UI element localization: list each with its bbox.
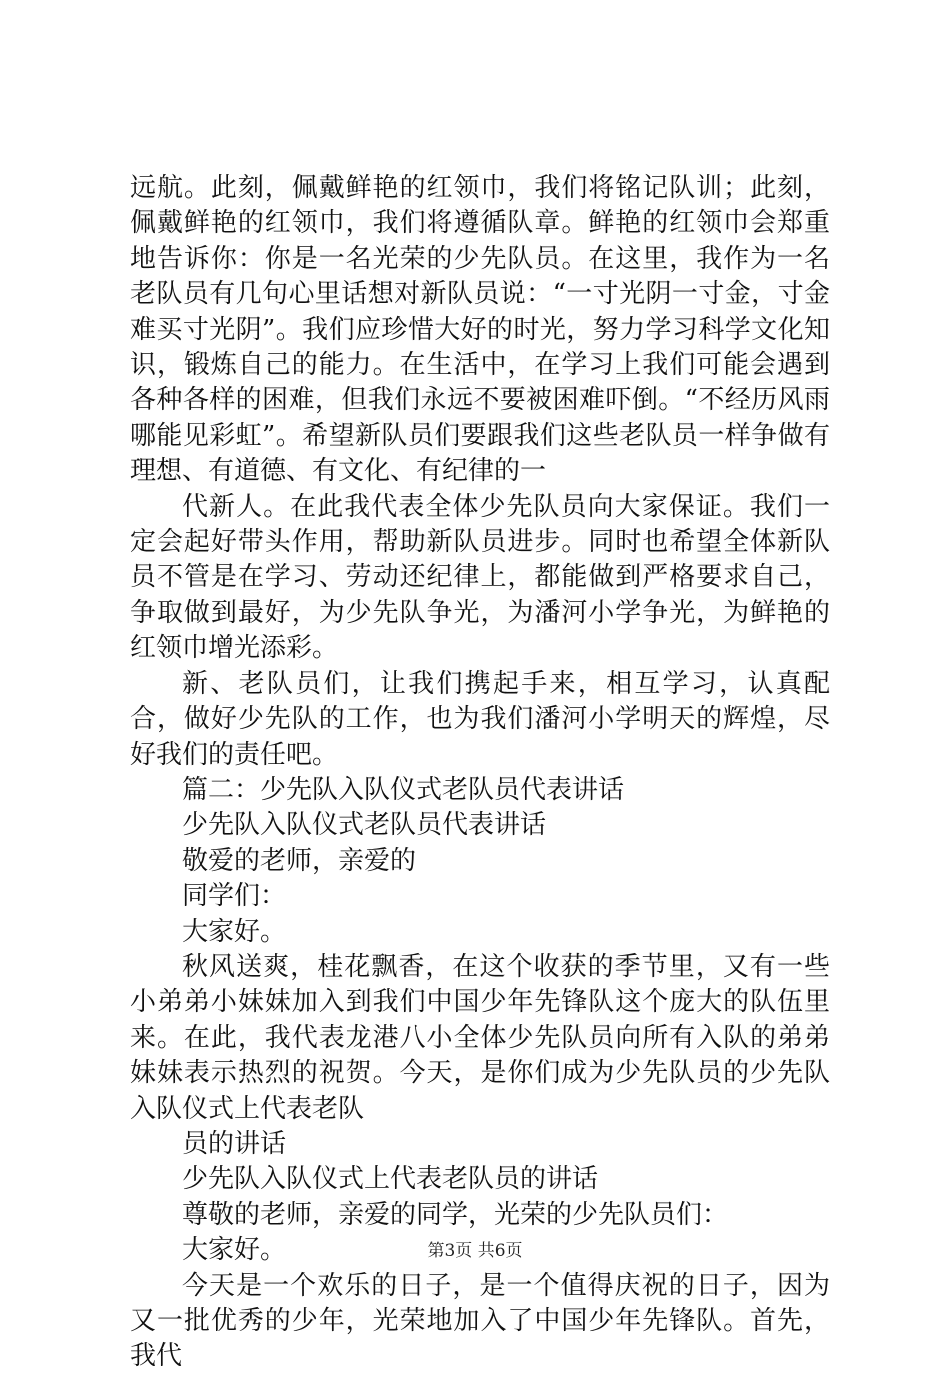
salutation: 尊敬的老师，亲爱的同学，光荣的少先队员们：	[182, 1199, 729, 1230]
paragraph-continued: 远航。此刻，佩戴鲜艳的红领巾，我们将铭记队训；此刻，佩戴鲜艳的红领巾，我们将遵循队章。鲜艳的红领巾会郑重地告诉你：你是一名光荣的少先队员。在这里，我作为一名老队员有几句心里话想对新队员说：“一寸光阴一寸金，寸金难买寸光阴”。我们应珍惜大好的时光，努力学习科学文化知识，锻炼自己的能力。在生活中，在学习上我们可能会遇到各种各样的困难，但我们永远不要被困难吓倒。“不经历风雨哪能见彩虹”。希望新队员们要跟我们这些老队员一样争做有理想、有道德、有文化、有纪律的一	[130, 173, 830, 487]
section-heading: 篇二：少先队入队仪式老队员代表讲话	[182, 774, 625, 805]
salutation: 同学们：	[182, 881, 287, 912]
paragraph: 代新人。在此我代表全体少先队员向大家保证。我们一定会起好带头作用，帮助新队员进步。同时也希望全体新队员不管是在学习、劳动还纪律上，都能做到严格要求自己，争取做到最好，为少先队争光，为潘河小学争光，为鲜艳的红领巾增光添彩。	[130, 491, 830, 664]
paragraph: 员的讲话	[182, 1128, 287, 1159]
document-body	[130, 171, 830, 1375]
salutation: 敬爱的老师，亲爱的	[182, 845, 417, 876]
speech-title: 少先队入队仪式上代表老队员的讲话	[182, 1164, 599, 1195]
paragraph: 新、老队员们，让我们携起手来，相互学习，认真配合，做好少先队的工作，也为我们潘河小学明天的辉煌，尽好我们的责任吧。	[130, 668, 830, 770]
speech-title: 少先队入队仪式老队员代表讲话	[182, 810, 547, 841]
paragraph: 秋风送爽，桂花飘香，在这个收获的季节里，又有一些小弟弟小妹妹加入到我们中国少年先锋队这个庞大的队伍里来。在此，我代表龙港八小全体少先队员向所有入队的弟弟妹妹表示热烈的祝贺。今天，是你们成为少先队员的少先队入队仪式上代表老队	[130, 951, 830, 1124]
greeting: 大家好。	[182, 916, 287, 947]
greeting: 大家好。	[182, 1235, 287, 1266]
page-number-footer: 第3页 共6页	[427, 1241, 523, 1261]
paragraph: 今天是一个欢乐的日子，是一个值得庆祝的日子，因为又一批优秀的少年，光荣地加入了中国少年先锋队。首先，我代	[130, 1270, 830, 1372]
